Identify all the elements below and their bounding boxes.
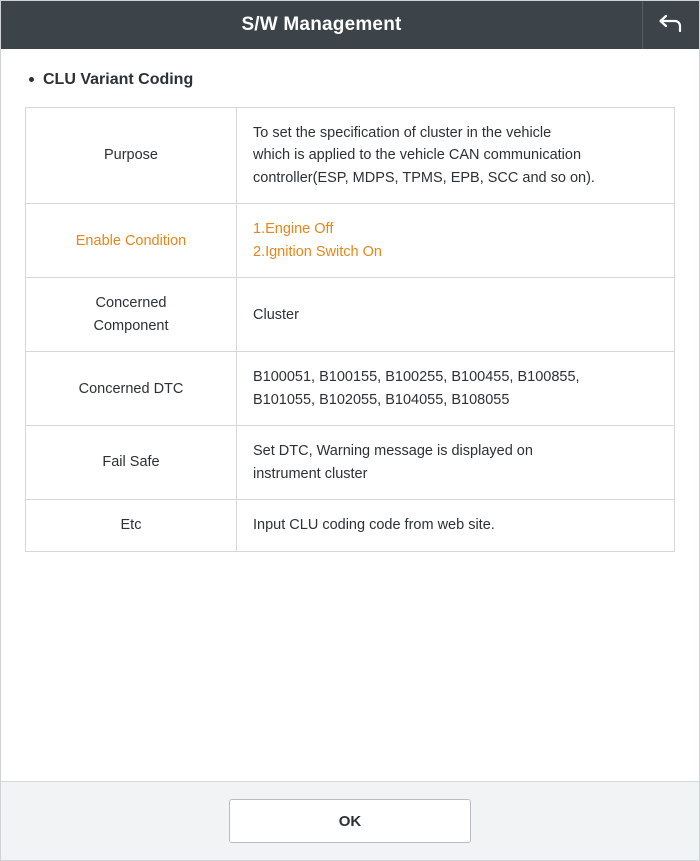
value-line: 2.Ignition Switch On [253, 243, 382, 260]
value-line: B101055, B102055, B104055, B108055 [253, 391, 510, 408]
value-line: which is applied to the vehicle CAN communication [253, 147, 582, 164]
row-value [237, 278, 675, 352]
value-line: Cluster [253, 306, 299, 323]
info-table [25, 107, 675, 552]
row-label [26, 278, 237, 352]
value-line: instrument cluster [253, 465, 368, 482]
table-row [26, 426, 675, 500]
title-bar [1, 1, 699, 49]
row-label: Etc [26, 500, 237, 551]
table-row [26, 278, 675, 352]
value-line: B100051, B100155, B100255, B100455, B100855, [253, 369, 580, 386]
row-value [237, 426, 675, 500]
back-arrow-icon [658, 14, 684, 36]
row-value [237, 500, 675, 551]
value-line: controller(ESP, MDPS, TPMS, EPB, SCC and so on). [253, 169, 595, 186]
row-label: Fail Safe [26, 426, 237, 500]
row-label: Purpose [26, 108, 237, 204]
table-row [26, 108, 675, 204]
page-title: S/W Management [241, 14, 402, 35]
row-label-line: Concerned [95, 295, 167, 312]
section-heading-label: CLU Variant Coding [43, 71, 194, 88]
value-line: To set the specification of cluster in the vehicle [253, 125, 552, 141]
row-value [237, 204, 675, 278]
ok-button[interactable]: OK [229, 799, 471, 843]
main-content [1, 49, 699, 781]
value-line: 1.Engine Off [253, 221, 334, 238]
row-label-line: Component [93, 317, 169, 334]
bullet-icon [29, 77, 34, 82]
section-heading [29, 71, 675, 89]
row-label: Concerned DTC [26, 352, 237, 426]
row-value [237, 352, 675, 426]
table-row [26, 352, 675, 426]
value-line: Set DTC, Warning message is displayed on [253, 443, 533, 460]
footer-bar [1, 781, 699, 860]
row-label: Enable Condition [26, 204, 237, 278]
table-row [26, 204, 675, 278]
back-button[interactable] [642, 1, 699, 49]
row-value [237, 108, 675, 204]
value-line: Input CLU coding code from web site. [253, 517, 495, 534]
table-row [26, 500, 675, 551]
